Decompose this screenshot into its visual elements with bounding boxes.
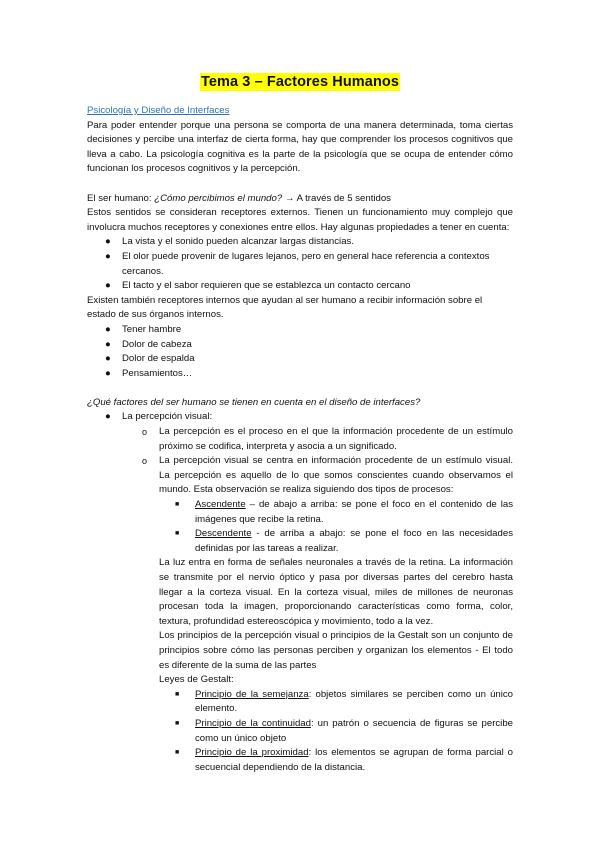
section-heading-link[interactable]: Psicología y Diseño de Interfaces <box>87 105 230 116</box>
senses-paragraph: Estos sentidos se consideran receptores externos. Tienen un funcionamiento muy complejo que involucra muchos receptores y conexiones entre ellos. Hay algunas propiedades a tener en cuenta: <box>87 207 513 233</box>
bullet-icon: ● <box>105 411 111 423</box>
sub-list-item: o La percepción es el proceso en el que la información procedente de un estímulo próximo se codifica, interpreta y asocia a un significado. <box>142 426 513 452</box>
human-answer: → A través de 5 sentidos <box>282 192 391 204</box>
light-paragraph: La luz entra en forma de señales neuronales a través de la retina. La información se transmite por el nervio óptico y pasa por diversas partes del cerebro hasta llegar a la corteza visual. En la corteza visual, miles de millones de neuronas procesan toda la imagen, proporcionando características como forma, color, textura, profundidad estereoscópica y movimiento, todo a la vez. <box>159 557 513 627</box>
factors-question: ¿Qué factores del ser humano se tienen en cuenta en el diseño de interfaces? <box>87 396 421 408</box>
internal-list <box>87 323 513 381</box>
square-bullet-icon: ■ <box>175 719 180 727</box>
bullet-icon: ● <box>105 323 111 335</box>
list-item: ● La vista y el sonido pueden alcanzar largas distancias. <box>87 235 513 250</box>
human-question: ¿Cómo percibimos el mundo? <box>154 192 283 204</box>
square-bullet-icon: ■ <box>175 530 180 538</box>
square-bullet-icon: ■ <box>175 501 180 509</box>
gestalt-paragraph: Los principios de la percepción visual o principios de la Gestalt son un conjunto de principios sobre cómo las personas perciben y organizan los elementos - El todo es diferente de la suma de las partes <box>159 630 513 671</box>
law-item: ■ Principio de la semejanza: objetos similares se perciben como un único elemento. <box>175 688 514 715</box>
bullet-icon: ● <box>105 236 111 248</box>
document-body <box>87 104 513 775</box>
square-bullet-icon: ■ <box>175 749 180 757</box>
list-item: ● La percepción visual: <box>87 410 513 425</box>
laws-title: Leyes de Gestalt: <box>159 674 234 686</box>
properties-list <box>87 235 513 293</box>
law-item: ■ Principio de la continuidad: un patrón o secuencia de figuras se percibe como un único objeto <box>175 717 513 744</box>
internal-receptors-paragraph: Existen también receptores internos que ayudan al ser humano a recibir información sobre el estado de sus órganos internos. <box>87 294 483 321</box>
intro-paragraph: Para poder entender porque una persona se comporta de una manera determinada, toma ciertas decisiones y percibe una interfaz de cierta forma, hay que comprender los procesos cognitivos que lleva a cabo. La psicología cognitiva es la parte de la psicología que se ocupa de entender cómo funcionan los procesos cognitivos y la percepción. <box>87 119 513 175</box>
spacer <box>87 381 513 396</box>
list-item: ● Dolor de espalda <box>87 352 513 367</box>
title-container <box>0 73 600 92</box>
list-item: ● El tacto y el sabor requieren que se establezca un contacto cercano <box>87 279 513 294</box>
list-item: ● El olor puede provenir de lugares lejanos, pero en general hace referencia a contextos cercanos. <box>105 250 490 277</box>
list-item: ● Pensamientos… <box>87 367 513 382</box>
process-item: ■ Descendente - de arriba a abajo: se pone el foco en las necesidades definidas por las tareas a realizar. <box>175 528 513 554</box>
spacer <box>87 177 513 192</box>
circle-bullet-icon: o <box>142 456 148 467</box>
list-item: ● Dolor de cabeza <box>87 338 513 353</box>
human-heading <box>87 192 513 207</box>
bullet-icon: ● <box>105 250 111 262</box>
bullet-icon: ● <box>105 353 111 365</box>
bullet-icon: ● <box>105 367 111 379</box>
process-item: ■ Ascendente – de abajo a arriba: se pone el foco en el contenido de las imágenes que recibe la retina. <box>175 499 513 525</box>
list-item: ● Tener hambre <box>87 323 513 338</box>
human-lead: El ser humano: <box>87 192 155 204</box>
sub-list-item: o La percepción visual se centra en información procedente de un estímulo visual. La percepción es aquello de lo que somos conscientes cuando observamos el mundo. Esta observación se realiza siguiendo dos tipos de procesos: <box>142 455 513 496</box>
circle-bullet-icon: o <box>142 427 148 438</box>
law-item: ■ Principio de la proximidad: los elementos se agrupan de forma parcial o secuencial dependiendo de la distancia. <box>175 747 513 773</box>
bullet-icon: ● <box>105 280 111 292</box>
square-bullet-icon: ■ <box>175 690 180 698</box>
gestalt-laws-list <box>87 688 513 776</box>
bullet-icon: ● <box>105 338 111 350</box>
factors-list <box>87 410 513 556</box>
page-title: Tema 3 – Factores Humanos <box>200 74 400 90</box>
